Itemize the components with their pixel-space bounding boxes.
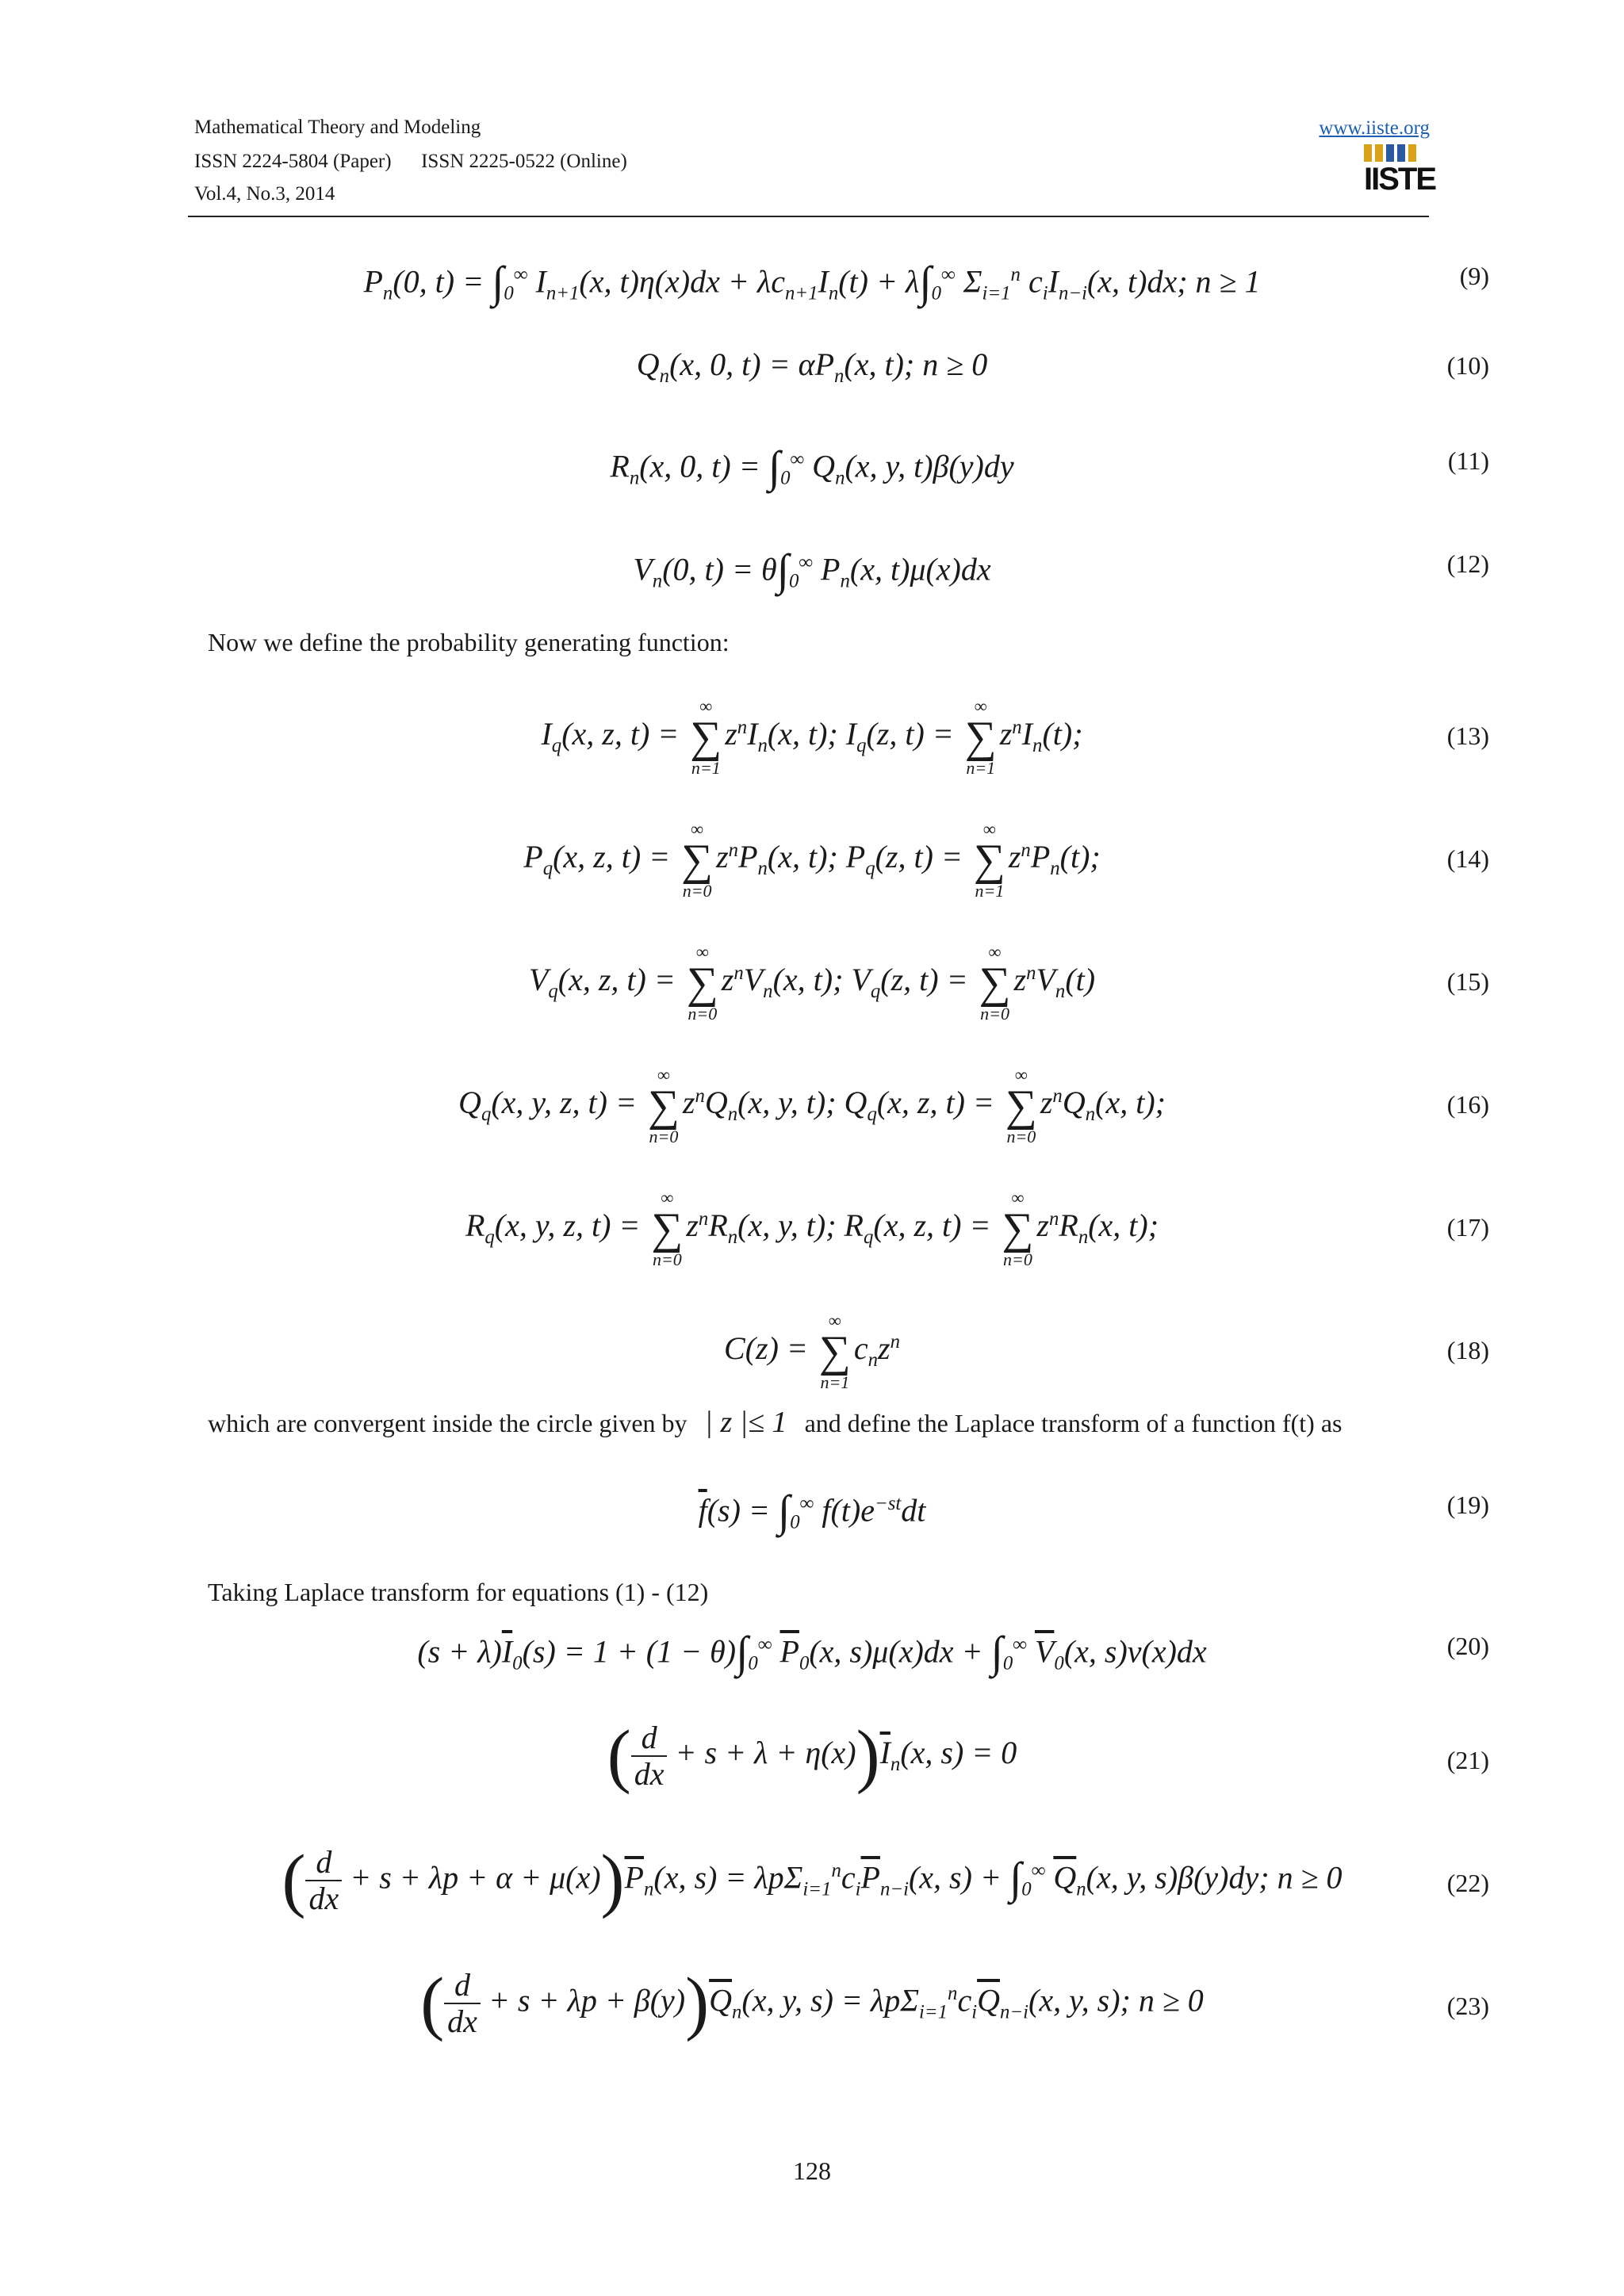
equation-11: $R_n(x$, 0, $t) = \int_0^\infty$ $Q_n(x$, y, t)β(y)dy (11) (610, 442, 1489, 492)
equation-number: (16) (1446, 1090, 1489, 1119)
equation-15: $V_q(x$, z, t) = ∞ ∑ n=0 $z^nV_n(x$, t); $V_q(z$, t) = ∞ ∑ n=0 $z^nV_n(t)$ (15) (528, 942, 1489, 1024)
issn-line: ISSN 2224-5804 (Paper) ISSN 2225-0522 (Online) (194, 151, 627, 172)
equation-9: $P_n(0$, $t) = \int_0^\infty$ $I_{n+1}(x$, $t)\eta(x)dx + \lambda c_{n+1}I_n(t) + \lambda\int_0^\infty$ $\Sigma_{i=1}^n$ $c_iI_{n-i}(x$, t)dx; n ≥ 1 (9) (363, 258, 1489, 308)
equation-20: $(s + \lambda)\overline{I}_0(s) = 1 + (1 - \theta)\int_0^\infty$ $\overline{P}_0(x$, $s)\mu(x)dx + \int_0^\infty$ $\overline{V}_0(x$, s)ν(x)dx (20) (417, 1628, 1489, 1678)
equation-number: (19) (1446, 1490, 1489, 1519)
pgf-intro-text: Now we define the probability generating function: (208, 628, 730, 656)
convergence-text-b: and define the Laplace transform of a function f(t) as (804, 1409, 1342, 1437)
equation-16: $Q_q(x$, y, z, t) = ∞ ∑ n=0 $z^nQ_n(x$, y, t); $Q_q(x$, z, t) = ∞ ∑ n=0 $z^nQ_n(x$, t); (16) (458, 1065, 1489, 1146)
journal-title: Mathematical Theory and Modeling (194, 117, 481, 138)
equation-number: (11) (1447, 446, 1489, 475)
equation-12: $V_n(0$, $t) = \theta\int_0^\infty$ $P_n(x$, t)μ(x)dx (12) (633, 545, 1489, 595)
equation-18: C(z) = ∞ ∑ n=1 $c_nz^n$ (18) (724, 1311, 1489, 1392)
equation-17: $R_q(x$, y, z, t) = ∞ ∑ n=0 $z^nR_n(x$, y, t); $R_q(x$, z, t) = ∞ ∑ n=0 $z^nR_n(x$, t); (17) (465, 1188, 1489, 1269)
convergence-condition: | z |≤ 1 (704, 1406, 787, 1439)
equation-number: (13) (1446, 721, 1489, 750)
equation-10: $Q_n(x$, 0, $t) = \alpha P_n(x$, t); n ≥ 0 (10) (636, 346, 1489, 387)
equation-number: (10) (1446, 351, 1489, 380)
volume-line: Vol.4, No.3, 2014 (194, 183, 335, 205)
logo-text: IISTE (1364, 162, 1436, 197)
equation-number: (22) (1446, 1869, 1489, 1897)
equation-number: (12) (1446, 549, 1489, 578)
logo-bars-icon (1364, 141, 1424, 162)
equation-number: (14) (1446, 844, 1489, 873)
iiste-logo (1364, 141, 1436, 205)
equation-number: (18) (1446, 1336, 1489, 1364)
journal-url-link[interactable]: www.iiste.org (1319, 117, 1430, 139)
equation-number: (17) (1446, 1213, 1489, 1242)
equation-number: (20) (1446, 1632, 1489, 1660)
header-rule (188, 216, 1429, 217)
laplace-intro-text: Taking Laplace transform for equations (1) - (12) (208, 1578, 709, 1606)
equation-19: $\overline{f}(s) = \int_0^\infty$ $f(t)e^{-st}dt$ (19) (698, 1487, 1489, 1536)
equation-number: (23) (1446, 1992, 1489, 2020)
equation-number: (15) (1446, 967, 1489, 996)
equation-14: $P_q(x$, z, t) = ∞ ∑ n=0 $z^nP_n(x$, t); $P_q(z$, t) = ∞ ∑ n=1 $z^nP_n(t)$; (14) (523, 819, 1489, 901)
equation-13: $I_q(x$, z, t) = ∞ ∑ n=1 $z^nI_n(x$, t); $I_q(z$, t) = ∞ ∑ n=1 $z^nI_n(t)$; (13) (541, 696, 1489, 778)
equation-21: ( $\frac{d}{dx}$ + $s + \lambda + \eta(x))\overline{I}_n(x$, s) = 0 (21) (607, 1716, 1489, 1795)
page-number: 128 (793, 2156, 831, 2185)
convergence-text-a: which are convergent inside the circle given by (208, 1409, 688, 1437)
equation-22: ( $\frac{d}{dx}$ + $s + \lambda p + \alpha + \mu(x))\overline{P}_n(x$, $s) = \lambda p\Sigma_{i=1}^nc_i\overline{P}_{n-i}(x$, $s) + \int_0^\infty$ $\overline{Q}_n(x$, y, s)β(y)dy; n ≥ 0 (22) (282, 1841, 1489, 1920)
equation-number: (9) (1459, 262, 1489, 290)
convergence-text (208, 1405, 1342, 1440)
equation-number: (21) (1446, 1746, 1489, 1774)
equation-23: ( $\frac{d}{dx}$ + $s + \lambda p + \beta(y))\overline{Q}_n(x$, y, $s) = \lambda p\Sigma_{i=1}^nc_i\overline{Q}_{n-i}(x$, y, s); n ≥ 0 (23) (420, 1964, 1489, 2043)
